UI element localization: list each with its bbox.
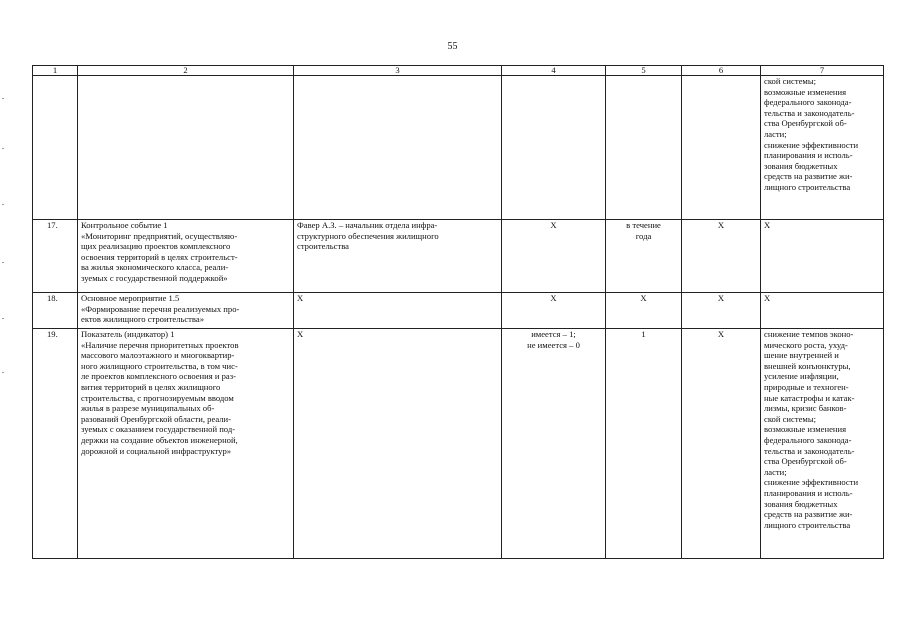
- value-cell: Х: [502, 293, 606, 329]
- term-cell: в течение года: [606, 220, 682, 293]
- scan-mark: [2, 372, 4, 373]
- header-col-6: 6: [682, 66, 761, 76]
- term-cell: 1: [606, 329, 682, 559]
- value-cell: Х: [502, 220, 606, 293]
- table-row-continuation: [33, 76, 884, 220]
- scan-mark: [2, 98, 4, 99]
- scan-mark: [2, 148, 4, 149]
- header-col-4: 4: [502, 66, 606, 76]
- table-row-18: [33, 293, 884, 329]
- measure-name-cell: Контрольное событие 1 «Мониторинг предприятий, осуществляю- щих реализацию проектов комплексного освоения территорий в целях строительст- ва жилья экономического класса, реали- зуемых с государственной поддержкой»: [78, 220, 294, 293]
- risks-cell: снижение темпов эконо- мического роста, ухуд- шение внутренней и внешней конъюнктуры, усиление инфляции, природные и техноген- ные катастрофы и катак- лизмы, кризис банков- ской системы; возможные изменения федерального законода- тельства и законодатель- ства Оренбургской об- ласти; снижение эффективности планирования и исполь- зования бюджетных средств на развитие жи- лищного строительства: [761, 329, 884, 559]
- col6-cell: Х: [682, 329, 761, 559]
- header-col-5: 5: [606, 66, 682, 76]
- term-cell: Х: [606, 293, 682, 329]
- responsible-cell: Х: [294, 329, 502, 559]
- scan-mark: [2, 262, 4, 263]
- risks-cell: Х: [761, 293, 884, 329]
- value-cell: имеется – 1; не имеется – 0: [502, 329, 606, 559]
- scan-mark: [2, 318, 4, 319]
- col6-cell: [682, 76, 761, 220]
- responsible-cell: [294, 76, 502, 220]
- term-cell: [606, 76, 682, 220]
- table-row-17: [33, 220, 884, 293]
- header-col-3: 3: [294, 66, 502, 76]
- value-cell: [502, 76, 606, 220]
- responsible-cell: Фавер А.З. – начальник отдела инфра- структурного обеспечения жилищного строительства: [294, 220, 502, 293]
- scan-mark: [2, 204, 4, 205]
- row-number-cell: 18.: [33, 293, 78, 329]
- risks-cell: ской системы; возможные изменения федерального законода- тельства и законодатель- ства Оренбургской об- ласти; снижение эффективности планирования и исполь- зования бюджетных средств на развитие жи- лищного строительства: [761, 76, 884, 220]
- header-col-7: 7: [761, 66, 884, 76]
- page-number: 55: [447, 41, 458, 52]
- row-number-cell: 17.: [33, 220, 78, 293]
- measure-name-cell: [78, 76, 294, 220]
- col6-cell: Х: [682, 293, 761, 329]
- table-row-19: [33, 329, 884, 559]
- measure-name-cell: Основное мероприятие 1.5 «Формирование перечня реализуемых про- ектов жилищного строительства»: [78, 293, 294, 329]
- row-number-cell: [33, 76, 78, 220]
- measures-table: [32, 65, 884, 559]
- header-col-2: 2: [78, 66, 294, 76]
- col6-cell: Х: [682, 220, 761, 293]
- responsible-cell: Х: [294, 293, 502, 329]
- header-col-1: 1: [33, 66, 78, 76]
- measure-name-cell: Показатель (индикатор) 1 «Наличие перечня приоритетных проектов массового малоэтажного и многоквартир- ного жилищного строительства, в том чис- ле проектов комплексного освоения и раз- вития территорий в целях жилищного строительства, с прогнозируемым вводом жилья в разрезе муниципальных об- разований Оренбургской области, реали- зуемых с оказанием государственной под- держки на создание объектов инженерной, дорожной и социальной инфраструктур»: [78, 329, 294, 559]
- row-number-cell: 19.: [33, 329, 78, 559]
- table-header-row: [33, 66, 884, 76]
- risks-cell: Х: [761, 220, 884, 293]
